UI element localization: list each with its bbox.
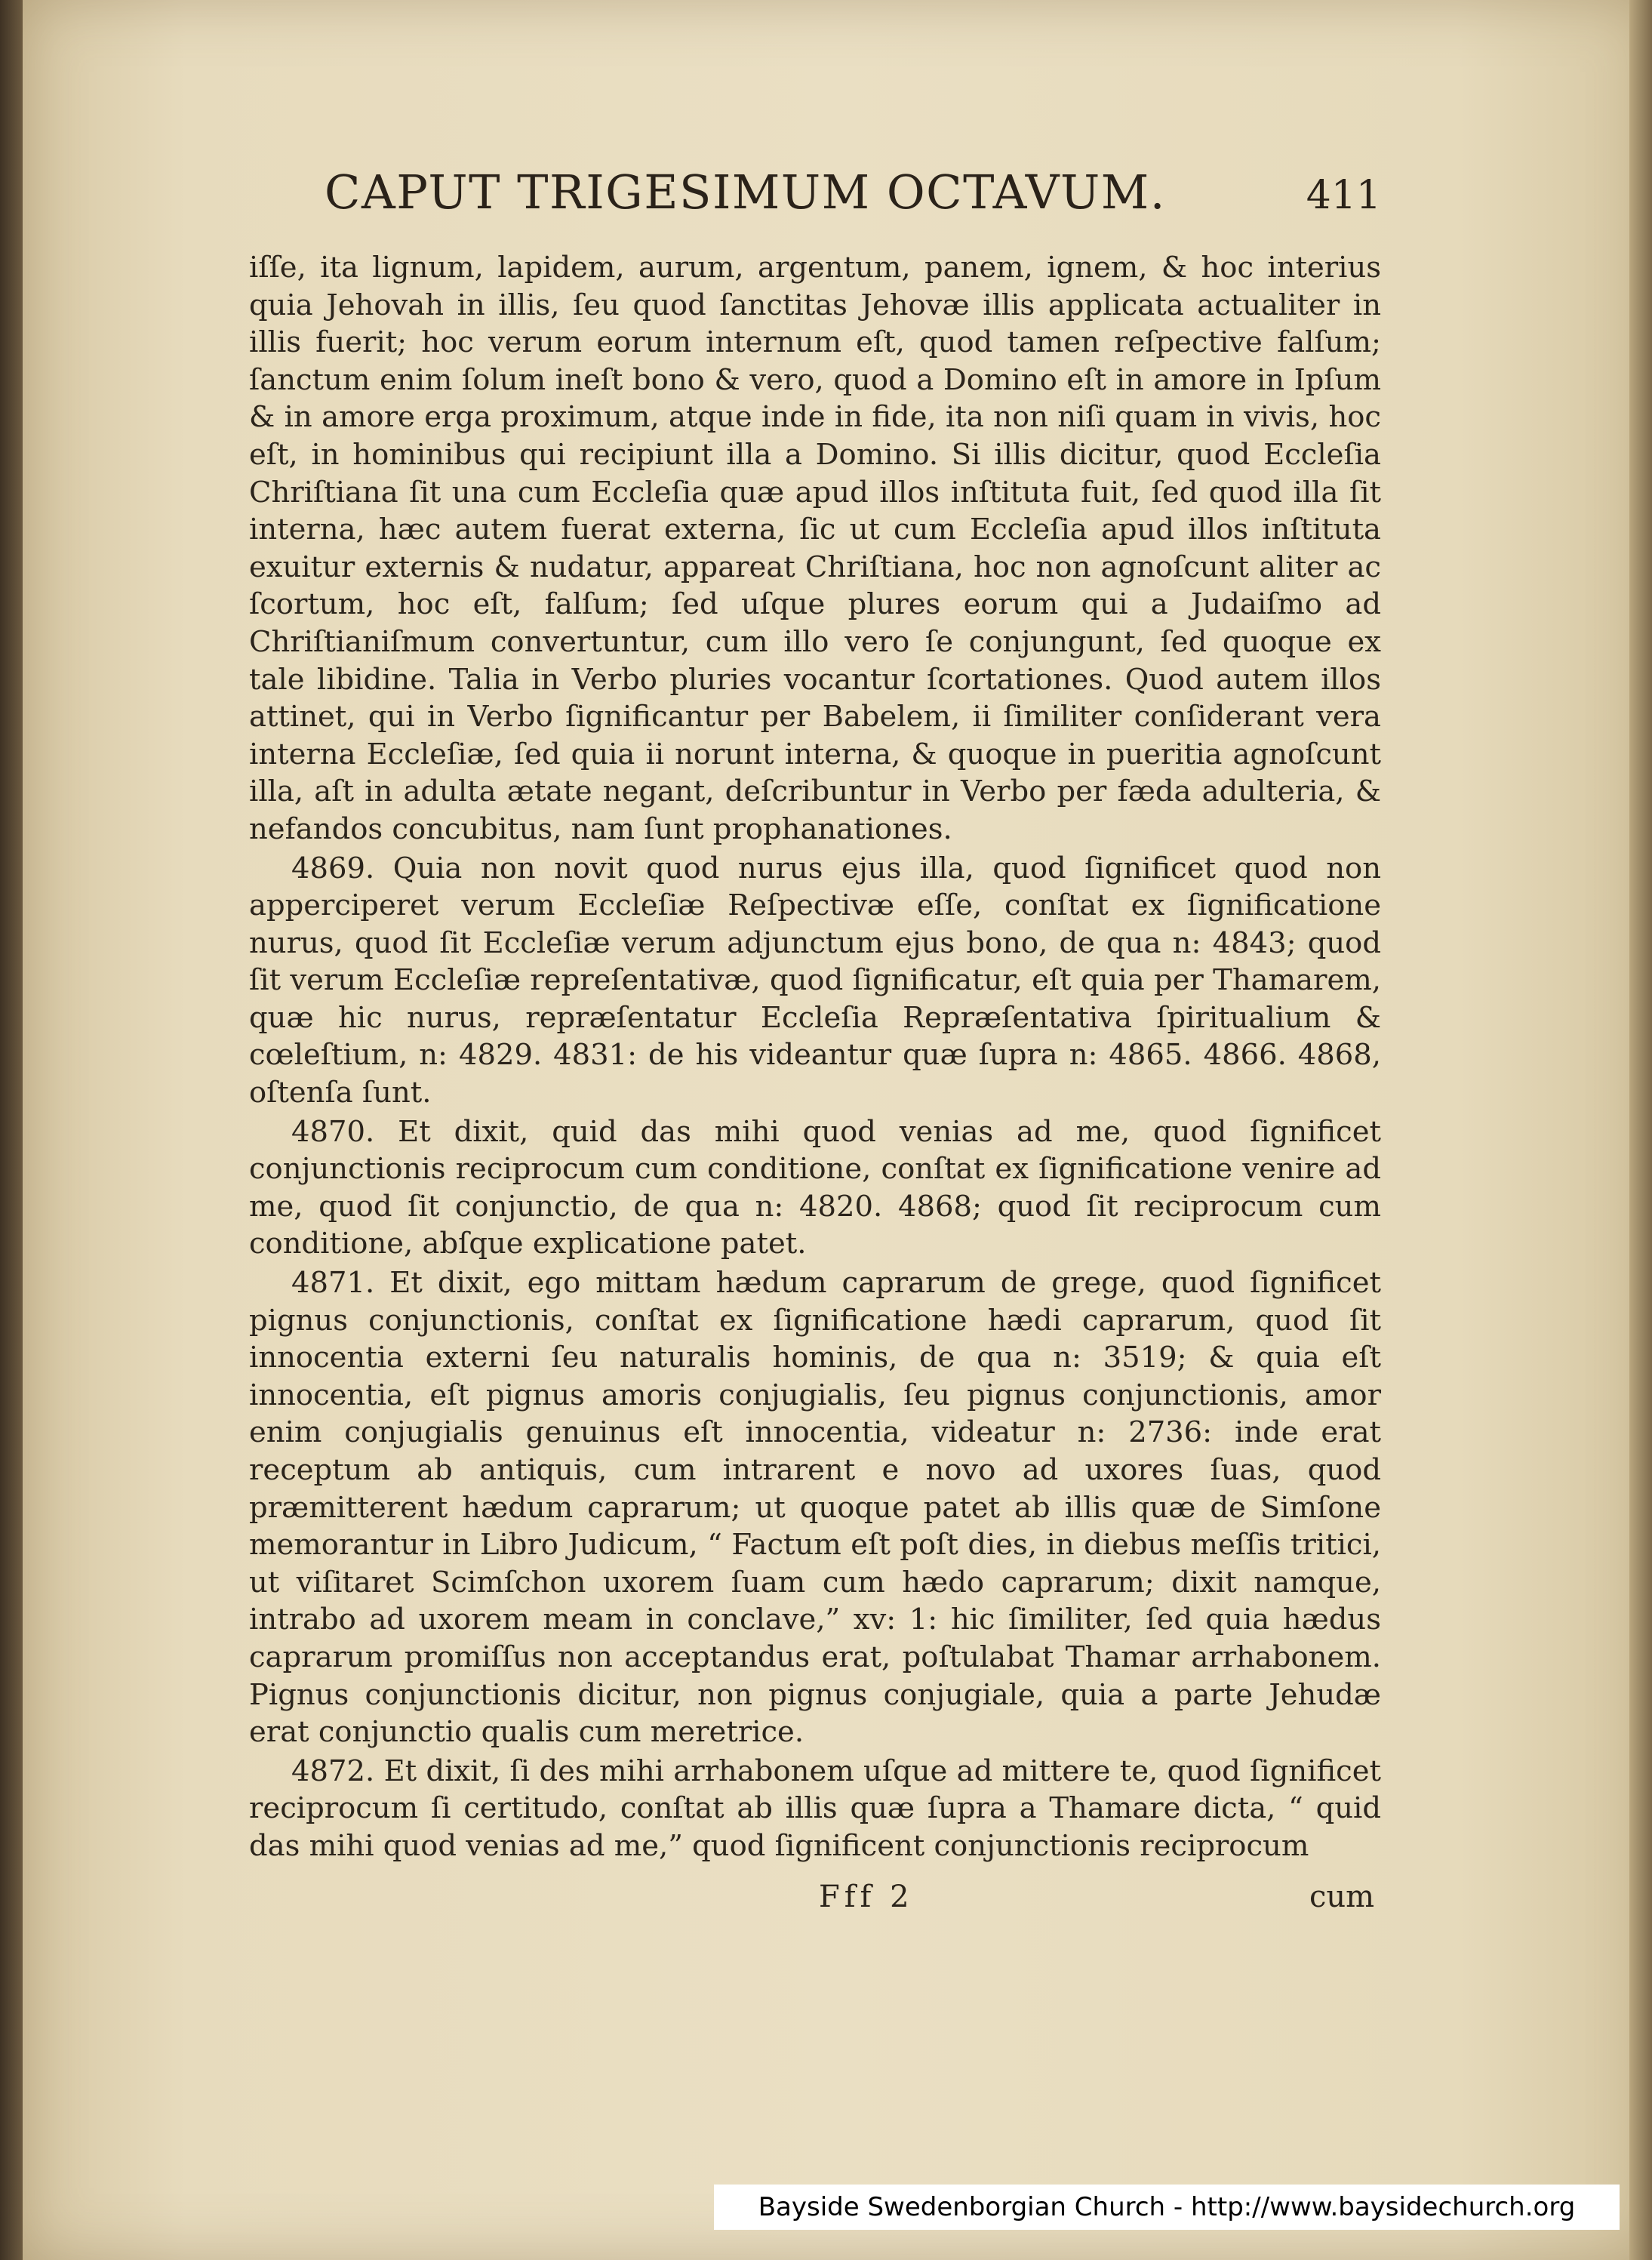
paragraph-4871: 4871. Et dixit, ego mittam hædum caprarum de grege, quod ſignificet pignus conjunctionis, conſtat ex ſignificatione hædi caprarum, quod ſit innocentia externi ſeu naturalis hominis, de qua n: 3519; & quia eſt innocentia, eſt pignus amoris conjugialis, ſeu pignus conjunctionis, amor enim conjugialis genuinus eſt innocentia, videatur n: 2736: inde erat receptum ab antiquis, cum intrarent e novo ad uxores ſuas, quod præmitterent hædum caprarum; ut quoque patet ab illis quæ de Simſone memorantur in Libro Judicum, “ Factum eſt poſt dies, in diebus meſſis tritici, ut viſitaret Scimſchon uxorem ſuam cum hædo caprarum; dixit namque, intrabo ad uxorem meam in conclave,” xv: 1: hic ſimiliter, ſed quia hædus caprarum promiſſus non acceptandus erat, poſtulabat Thamar arrhabonem. Pignus conjunctionis dicitur, non pignus conjugiale, quia a parte Jehudæ erat conjunctio qualis cum meretrice. xyxy=(249,1266,1381,1750)
page-number: 411 xyxy=(1306,173,1381,218)
paragraph-4870: 4870. Et dixit, quid das mihi quod venias ad me, quod ſignificet conjunctionis reciprocum cum conditione, conſtat ex ſignificatione venire ad me, quod ſit conjunctio, de qua n: 4820. 4868; quod ſit reciprocum cum conditione, abſque explicatione patet. xyxy=(249,1114,1381,1261)
paragraph-4869: 4869. Quia non novit quod nurus ejus illa, quod ſignificet quod non apperciperet verum Eccleſiæ Reſpectivæ eſſe, conſtat ex ſignificatione nurus, quod ſit Eccleſiæ verum adjunctum ejus bono, de qua n: 4843; quod ſit verum Eccleſiæ repreſentativæ, quod ſignificatur, eſt quia per Thamarem, quæ hic nurus, repræſentatur Eccleſia Repræſentativa ſpiritualium & cœleſtium, n: 4829. 4831: de his videantur quæ ſupra n: 4865. 4866. 4868, oſtenſa ſunt. xyxy=(249,851,1381,1110)
watermark-banner: Bayside Swedenborgian Church - http://www.baysidechurch.org xyxy=(714,2185,1620,2230)
paragraph-continued: iſſe, ita lignum, lapidem, aurum, argentum, panem, ignem, & hoc interius quia Jehovah in illis, ſeu quod ſanctitas Jehovæ illis applicata actualiter in illis fuerit; hoc verum eorum internum eſt, quod tamen reſpective falſum; ſanctum enim ſolum ineſt bono & vero, quod a Domino eſt in amore in Ipſum & in amore erga proximum, atque inde in fide, ita non niſi quam in vivis, hoc eſt, in hominibus qui recipiunt illa a Domino. Si illis dicitur, quod Eccleſia Chriſtiana ſit una cum Eccleſia quæ apud illos inſtituta fuit, ſed quod illa ſit interna, hæc autem fuerat externa, ſic ut cum Eccleſia apud illos inſtituta exuitur externis & nudatur, appareat Chriſtiana, hoc non agnoſcunt aliter ac ſcortum, hoc eſt, falſum; ſed uſque plures eorum qui a Judaiſmo ad Chriſtianiſmum convertuntur, cum illo vero ſe conjungunt, ſed quoque ex tale libidine. Talia in Verbo pluries vocantur ſcortationes. Quod autem illos attinet, qui in Verbo ſignificantur per Babelem, ii ſimiliter conſiderant vera interna Eccleſiæ, ſed quia ii norunt interna, & quoque in pueritia agnoſcunt illa, aſt in adulta ætate negant, deſcribuntur in Verbo per fæda adulteria, & nefandos concubitus, nam ſunt prophanationes. xyxy=(249,251,1381,846)
body-text xyxy=(249,249,1381,1865)
running-title: CAPUT TRIGESIMUM OCTAVUM. xyxy=(325,165,1166,220)
book-gutter xyxy=(0,0,23,2260)
paragraph-4872: 4872. Et dixit, ſi des mihi arrhabonem uſque ad mittere te, quod ſignificet reciprocum ſi certitudo, conſtat ab illis quæ ſupra a Thamare dicta, “ quid das mihi quod venias ad me,” quod ſignificent conjunctionis reciprocum xyxy=(249,1754,1381,1863)
signature-mark: Fff 2 xyxy=(819,1880,914,1914)
page-edge xyxy=(1629,0,1652,2260)
page-header xyxy=(325,165,1381,232)
catchword: cum xyxy=(1309,1880,1375,1914)
